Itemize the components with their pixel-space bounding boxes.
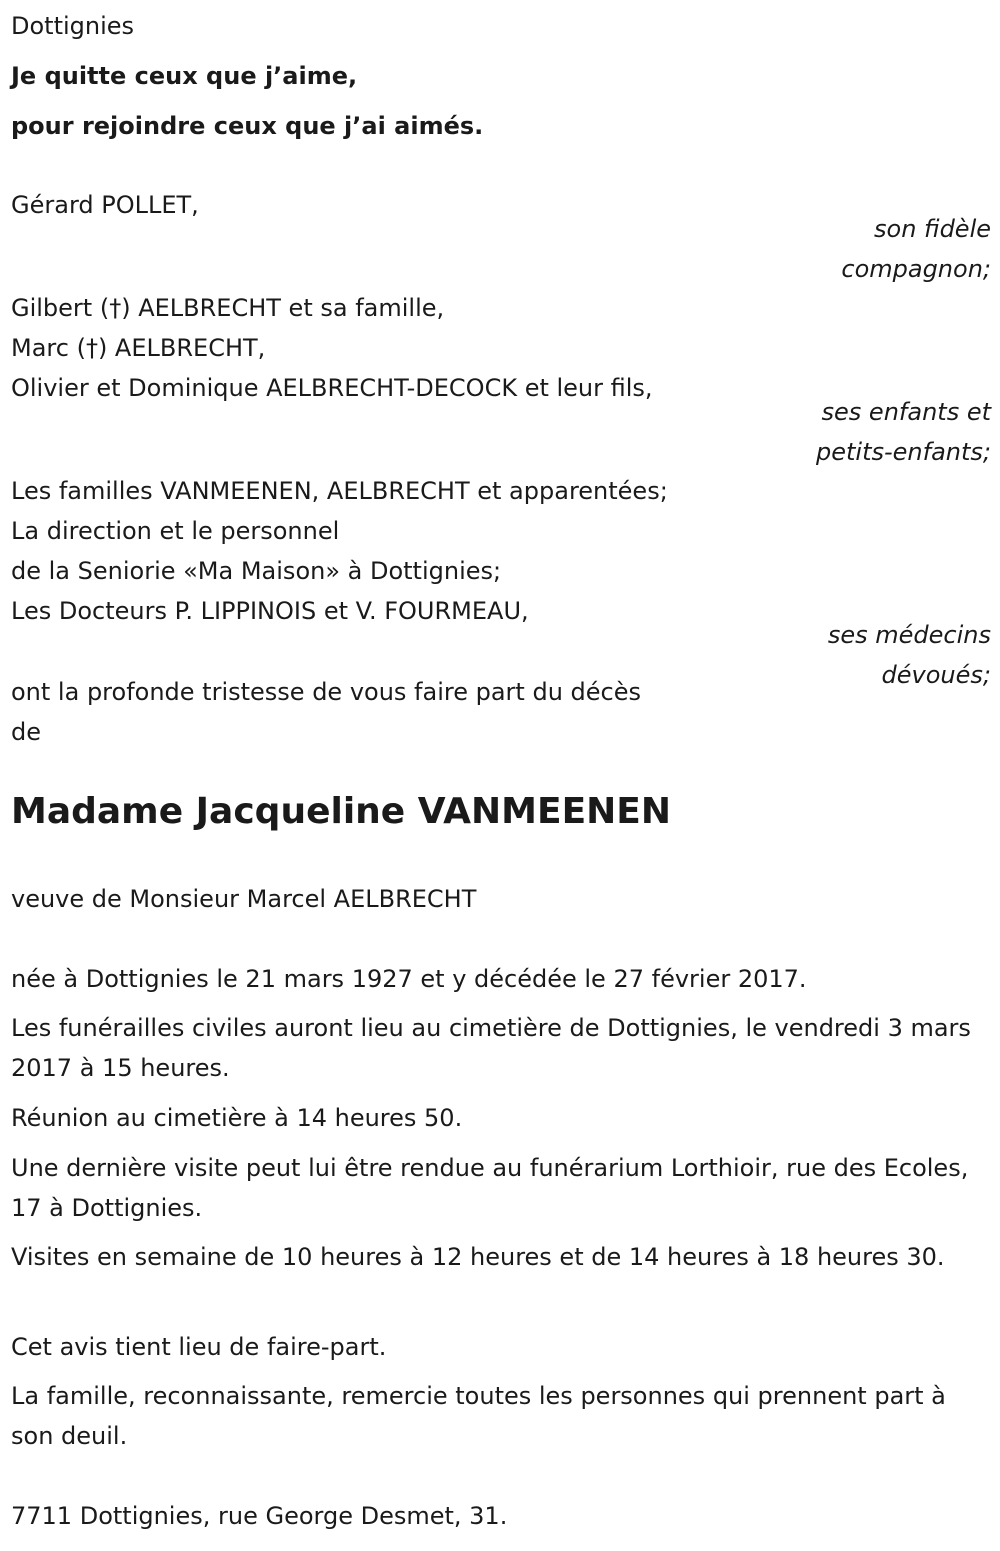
children-role-1: ses enfants et <box>821 398 991 426</box>
visiting-hours: Visites en semaine de 10 heures à 12 heures et de 14 heures à 18 heures 30. <box>11 1243 945 1271</box>
funeral-info: Les funérailles civiles auront lieu au cimetière de Dottignies, le vendredi 3 mars 2017 à 15 heures. <box>11 1014 971 1082</box>
doctors-role-2: dévoués; <box>881 661 991 689</box>
others-line-2: La direction et le personnel <box>11 517 340 545</box>
death-notice <box>11 0 991 1551</box>
others-line-4: Les Docteurs P. LIPPINOIS et V. FOURMEAU, <box>11 597 529 625</box>
deceased-name: Madame Jacqueline VANMEENEN <box>11 791 672 832</box>
others-line-1: Les familles VANMEENEN, AELBRECHT et apparentées; <box>11 477 668 505</box>
announcement-line-2: de <box>11 718 41 746</box>
others-line-3: de la Seniorie «Ma Maison» à Dottignies; <box>11 557 502 585</box>
child-line-2: Marc (†) AELBRECHT, <box>11 334 266 362</box>
birth-death: née à Dottignies le 21 mars 1927 et y décédée le 27 février 2017. <box>11 965 807 993</box>
children-role-2: petits-enfants; <box>816 438 991 466</box>
child-line-3: Olivier et Dominique AELBRECHT-DECOCK et leur fils, <box>11 374 653 402</box>
spouse-line: veuve de Monsieur Marcel AELBRECHT <box>11 885 477 913</box>
address: 7711 Dottignies, rue George Desmet, 31. <box>11 1502 508 1530</box>
child-line-1: Gilbert (†) AELBRECHT et sa famille, <box>11 294 445 322</box>
companion-role-2: compagnon; <box>841 255 991 283</box>
place-heading: Dottignies <box>11 12 135 40</box>
quote-line-1: Je quitte ceux que j’aime, <box>11 62 358 90</box>
meeting-info: Réunion au cimetière à 14 heures 50. <box>11 1104 463 1132</box>
visit-info: Une dernière visite peut lui être rendue au funérarium Lorthioir, rue des Ecoles, 17 à Dottignies. <box>11 1154 969 1222</box>
companion-name: Gérard POLLET, <box>11 191 199 219</box>
companion-role-1: son fidèle <box>874 215 991 243</box>
announcement-line-1: ont la profonde tristesse de vous faire part du décès <box>11 678 641 706</box>
notice-text: Cet avis tient lieu de faire-part. <box>11 1333 387 1361</box>
doctors-role-1: ses médecins <box>827 621 991 649</box>
thanks-text: La famille, reconnaissante, remercie toutes les personnes qui prennent part à son deuil. <box>11 1382 946 1450</box>
quote-line-2: pour rejoindre ceux que j’ai aimés. <box>11 112 484 140</box>
